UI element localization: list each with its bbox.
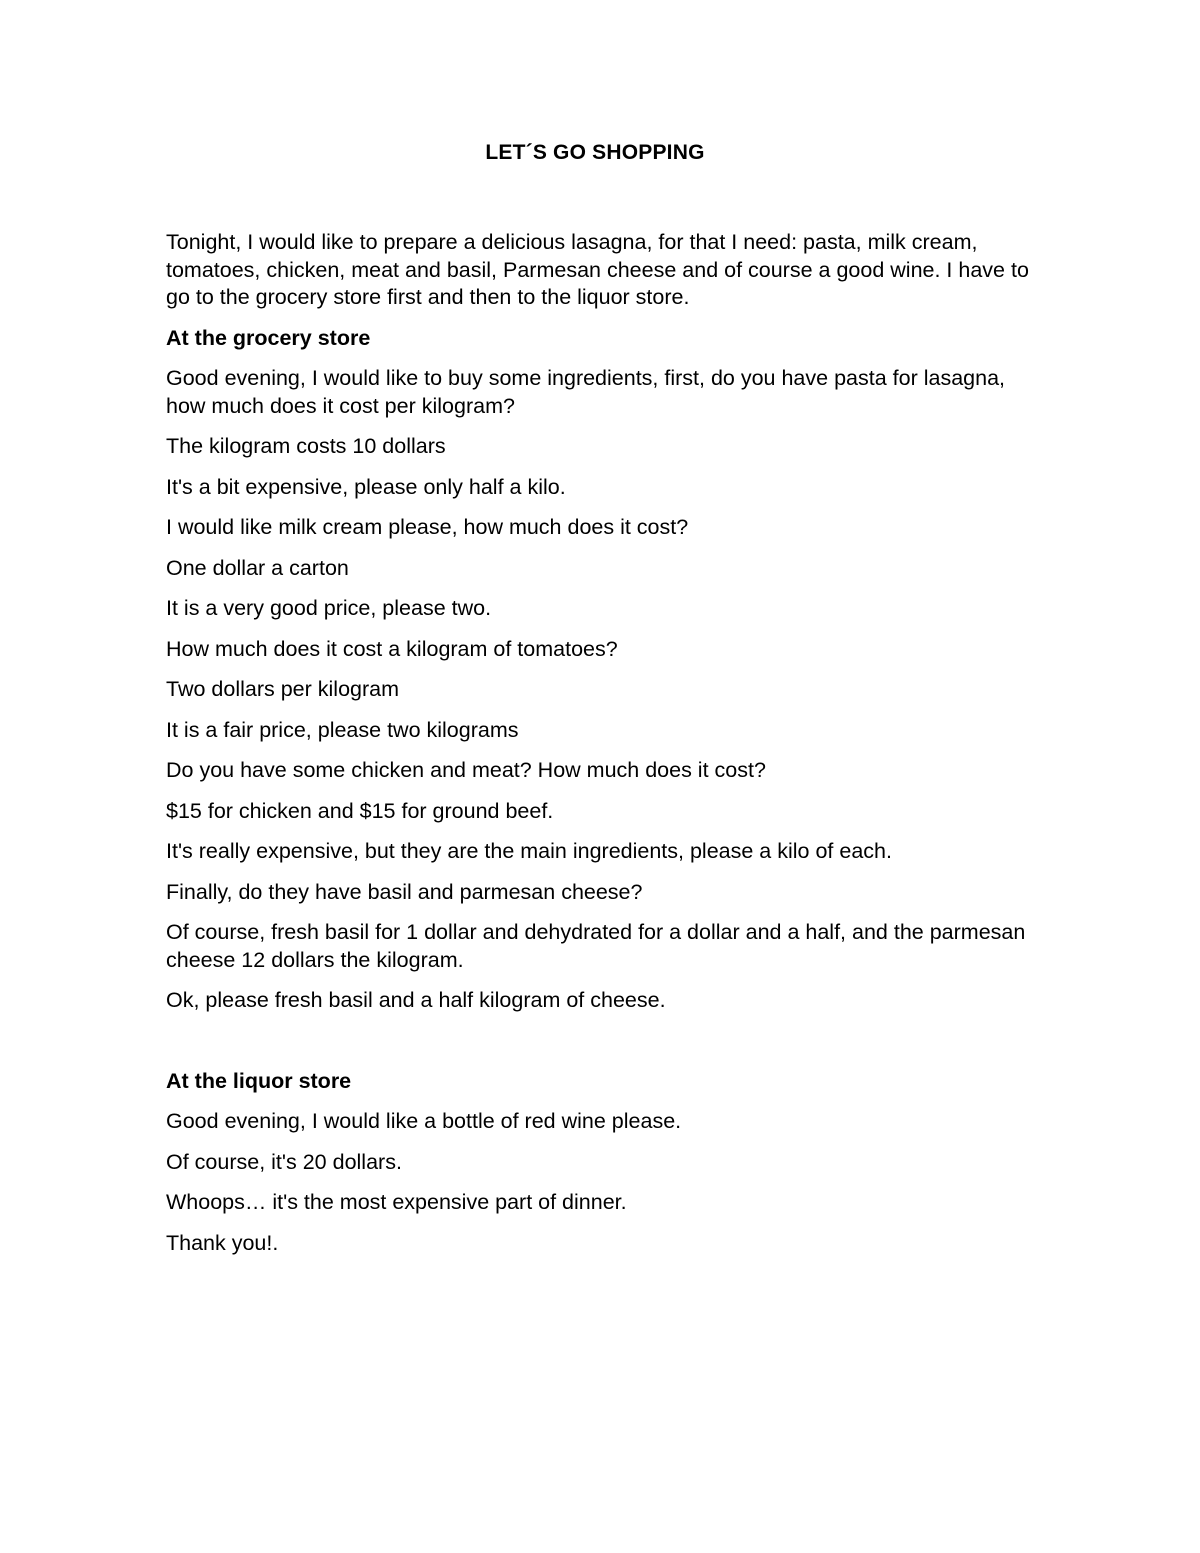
dialogue-line: $15 for chicken and $15 for ground beef. — [166, 798, 554, 823]
dialogue-line: It is a very good price, please two. — [166, 596, 492, 620]
dialogue-line: Two dollars per kilogram — [166, 677, 400, 701]
grocery-store-heading: At the grocery store — [166, 325, 371, 350]
dialogue-line: Whoops… it's the most expensive part of dinner. — [166, 1190, 627, 1214]
dialogue-line: It's really expensive, but they are the main ingredients, please a kilo of each. — [166, 839, 892, 863]
dialogue-line: One dollar a carton — [166, 555, 349, 580]
document-body — [166, 229, 1046, 1270]
dialogue-line: Thank you!. — [166, 1230, 279, 1255]
dialogue-line: The kilogram costs 10 dollars — [166, 434, 446, 458]
dialogue-line: Of course, fresh basil for 1 dollar and dehydrated for a dollar and a half, and the parmesan cheese 12 dollars the kilogram. — [166, 920, 1026, 972]
dialogue-line: Finally, do they have basil and parmesan cheese? — [166, 879, 643, 904]
liquor-store-heading: At the liquor store — [166, 1068, 352, 1093]
document-title: LET´S GO SHOPPING — [485, 141, 705, 164]
dialogue-line: Do you have some chicken and meat? How much does it cost? — [166, 758, 766, 782]
dialogue-line: It's a bit expensive, please only half a kilo. — [166, 474, 566, 499]
intro-paragraph: Tonight, I would like to prepare a delicious lasagna, for that I need: pasta, milk cream, tomatoes, chicken, meat and basil, Parmesan cheese and of course a good wine. I have to go to the grocery store first and then to the liquor store. — [166, 230, 1029, 309]
dialogue-line: Ok, please fresh basil and a half kilogram of cheese. — [166, 988, 666, 1012]
section-spacer — [166, 1028, 1046, 1068]
dialogue-line: Good evening, I would like a bottle of red wine please. — [166, 1109, 682, 1133]
dialogue-line: Good evening, I would like to buy some ingredients, first, do you have pasta for lasagna, how much does it cost per kilogram? — [166, 366, 1005, 418]
dialogue-line: It is a fair price, please two kilograms — [166, 717, 519, 742]
dialogue-line: Of course, it's 20 dollars. — [166, 1149, 402, 1174]
dialogue-line: I would like milk cream please, how much does it cost? — [166, 515, 689, 539]
dialogue-line: How much does it cost a kilogram of tomatoes? — [166, 636, 618, 661]
